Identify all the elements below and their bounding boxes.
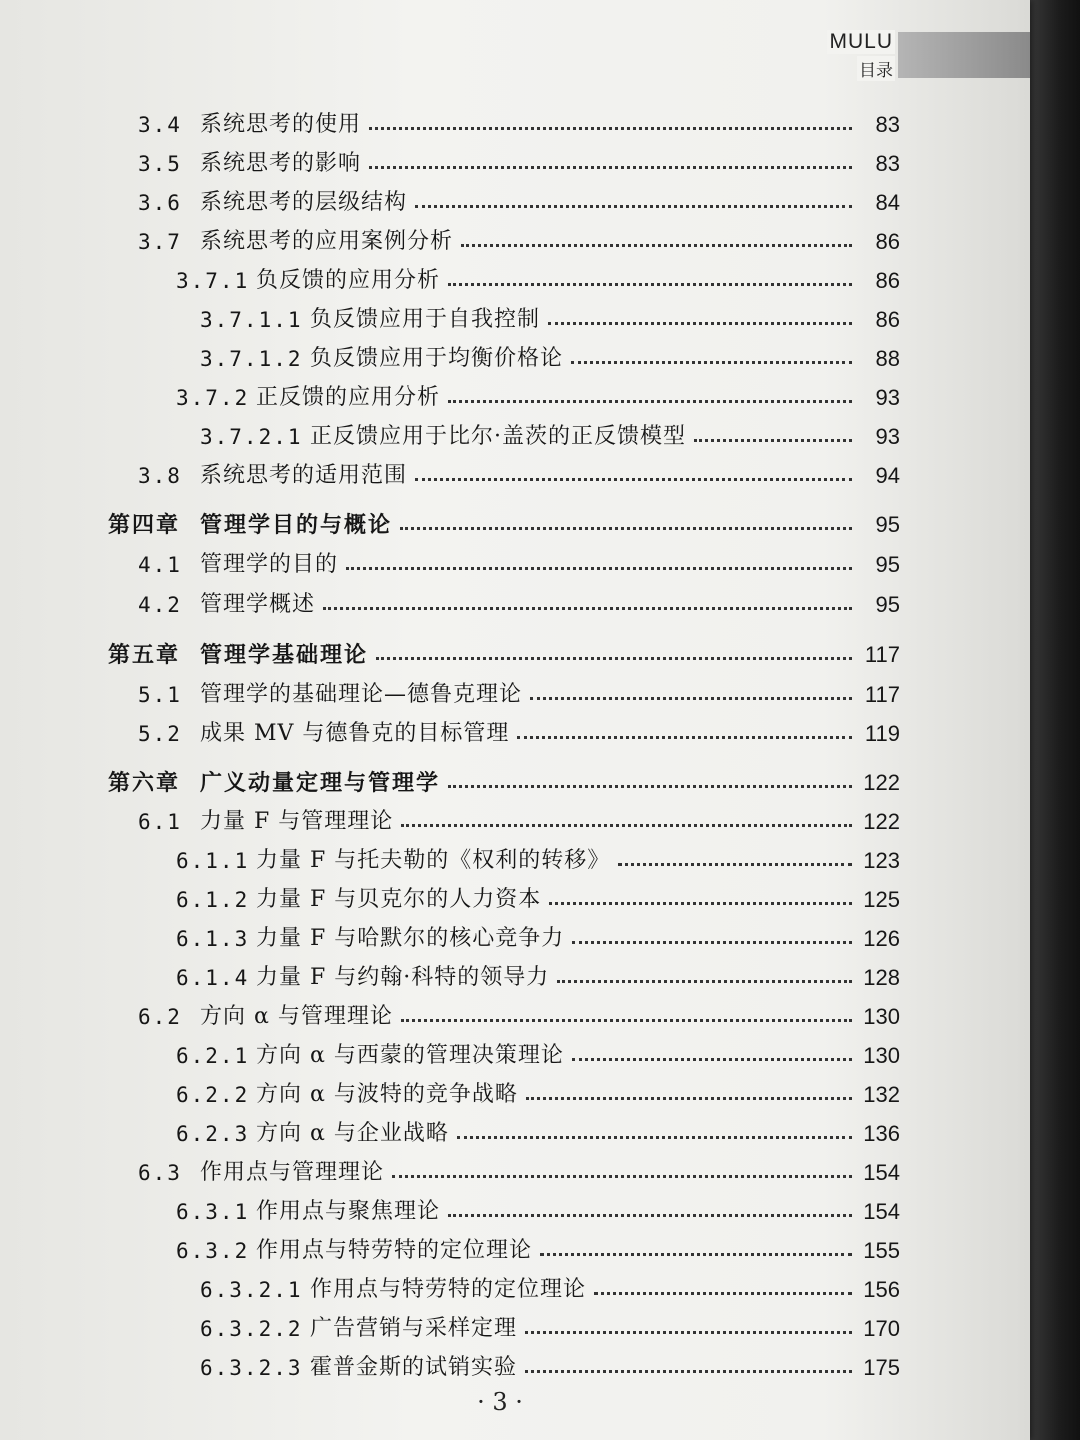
toc-entry-row bbox=[200, 295, 900, 331]
toc-entry-row bbox=[138, 540, 900, 576]
toc-leader-dots bbox=[540, 1251, 852, 1256]
toc-leader-dots bbox=[415, 476, 852, 481]
toc-entry-row bbox=[138, 139, 900, 175]
toc-entry-title: 作用点与管理理论 bbox=[200, 1160, 385, 1185]
toc-leader-dots bbox=[448, 398, 852, 403]
toc-page-number: 122 bbox=[863, 809, 900, 834]
toc-entry-title: 力量 F 与贝克尔的人力资本 bbox=[256, 887, 542, 912]
toc-page-number: 93 bbox=[875, 424, 900, 449]
toc-leader-dots bbox=[346, 565, 852, 570]
toc-leader-dots bbox=[369, 164, 852, 169]
toc-entry-row bbox=[176, 1187, 900, 1223]
toc-entry-row bbox=[176, 875, 900, 911]
toc-entry-number: 6.2.3 bbox=[176, 1122, 250, 1146]
toc-entry-title: 方向 α 与企业战略 bbox=[256, 1121, 449, 1146]
toc-entry-title: 系统思考的影响 bbox=[200, 151, 362, 176]
toc-entry-row bbox=[138, 100, 900, 136]
toc-page-number: 136 bbox=[863, 1121, 900, 1146]
toc-chapter-row bbox=[108, 630, 900, 666]
toc-entry-row bbox=[176, 953, 900, 989]
toc-entry-title: 力量 F 与托夫勒的《权利的转移》 bbox=[256, 848, 611, 873]
page-folio: · 3 · bbox=[477, 1388, 523, 1416]
toc-leader-dots bbox=[376, 655, 852, 660]
toc-entry-number: 6.1.1 bbox=[176, 849, 250, 873]
toc-leader-dots bbox=[525, 1368, 852, 1373]
toc-entry-number: 3.8 bbox=[138, 464, 182, 488]
toc-entry-row bbox=[138, 451, 900, 487]
toc-entry-number: 4.2 bbox=[138, 593, 182, 617]
toc-leader-dots bbox=[572, 939, 852, 944]
toc-entry-row bbox=[138, 580, 900, 616]
toc-page-number: 83 bbox=[875, 112, 900, 137]
toc-entry-title: 方向 α 与西蒙的管理决策理论 bbox=[256, 1043, 564, 1068]
toc-page-number: 94 bbox=[875, 463, 900, 488]
toc-page-number: 126 bbox=[863, 926, 900, 951]
toc-page-number: 93 bbox=[875, 385, 900, 410]
toc-leader-dots bbox=[448, 1212, 852, 1217]
toc-entry-row bbox=[200, 1343, 900, 1379]
toc-entry-number: 6.1.2 bbox=[176, 888, 250, 912]
toc-entry-number: 6.1.3 bbox=[176, 927, 250, 951]
toc-entry-title: 作用点与特劳特的定位理论 bbox=[310, 1277, 587, 1302]
toc-leader-dots bbox=[392, 1173, 852, 1178]
toc-page-number: 117 bbox=[864, 642, 900, 667]
toc-entry-number: 5.2 bbox=[138, 722, 182, 746]
toc-entry-number: 5.1 bbox=[138, 683, 182, 707]
toc-entry-title: 正反馈的应用分析 bbox=[256, 385, 441, 410]
toc-entry-row bbox=[138, 1148, 900, 1184]
toc-page-number: 130 bbox=[863, 1004, 900, 1029]
toc-entry-title: 方向 α 与波特的竞争战略 bbox=[256, 1082, 518, 1107]
toc-entry-title: 系统思考的使用 bbox=[200, 112, 362, 137]
toc-page-number: 175 bbox=[863, 1355, 900, 1380]
toc-entry-number: 3.7 bbox=[138, 230, 182, 254]
toc-page-number: 119 bbox=[864, 721, 900, 746]
toc-leader-dots bbox=[401, 822, 852, 827]
toc-entry-number: 3.5 bbox=[138, 152, 182, 176]
toc-page-number: 95 bbox=[875, 512, 900, 537]
toc-entry-title: 系统思考的适用范围 bbox=[200, 463, 408, 488]
toc-leader-dots bbox=[571, 359, 852, 364]
toc-page-number: 130 bbox=[863, 1043, 900, 1068]
toc-page-number: 86 bbox=[875, 268, 900, 293]
running-header bbox=[829, 14, 1030, 81]
toc-leader-dots bbox=[530, 695, 852, 700]
toc-page-number: 117 bbox=[864, 682, 900, 707]
toc-entry-title: 成果 MV 与德鲁克的目标管理 bbox=[200, 721, 510, 746]
toc-leader-dots bbox=[525, 1329, 852, 1334]
toc-entry-number: 6.3.2 bbox=[176, 1239, 250, 1263]
header-tab-bar bbox=[898, 32, 1030, 78]
toc-entry-title: 管理学基础理论 bbox=[200, 642, 369, 668]
toc-entry-row bbox=[138, 992, 900, 1028]
toc-entry-number: 6.2 bbox=[138, 1005, 182, 1029]
toc-page-number: 125 bbox=[863, 887, 900, 912]
toc-entry-title: 管理学目的与概论 bbox=[200, 512, 393, 538]
toc-page-number: 83 bbox=[875, 151, 900, 176]
toc-entry-title: 力量 F 与管理理论 bbox=[200, 809, 394, 834]
header-chinese-label: 目录 bbox=[857, 56, 895, 81]
toc-entry-number: 6.3.2.2 bbox=[200, 1317, 303, 1341]
toc-chapter-row bbox=[108, 500, 900, 536]
toc-entry-number: 第四章 bbox=[108, 512, 181, 538]
toc-entry-title: 广义动量定理与管理学 bbox=[200, 770, 441, 796]
toc-leader-dots bbox=[594, 1290, 852, 1295]
toc-entry-title: 管理学的基础理论—德鲁克理论 bbox=[200, 682, 523, 707]
toc-page-number: 95 bbox=[875, 552, 900, 577]
toc-entry-title: 负反馈应用于均衡价格论 bbox=[310, 346, 564, 371]
toc-entry-title: 力量 F 与约翰·科特的领导力 bbox=[256, 965, 550, 990]
toc-entry-number: 4.1 bbox=[138, 553, 182, 577]
toc-leader-dots bbox=[618, 861, 852, 866]
toc-entry-row bbox=[176, 1226, 900, 1262]
toc-entry-title: 方向 α 与管理理论 bbox=[200, 1004, 393, 1029]
toc-leader-dots bbox=[400, 525, 852, 530]
toc-entry-number: 3.7.1.2 bbox=[200, 347, 303, 371]
toc-entry-row bbox=[200, 412, 900, 448]
toc-leader-dots bbox=[415, 203, 852, 208]
toc-entry-number: 3.7.1.1 bbox=[200, 308, 303, 332]
toc-page-number: 86 bbox=[875, 229, 900, 254]
toc-page-number: 95 bbox=[875, 592, 900, 617]
toc-leader-dots bbox=[461, 242, 852, 247]
toc-leader-dots bbox=[694, 437, 852, 442]
toc-leader-dots bbox=[323, 605, 852, 610]
toc-entry-number: 第六章 bbox=[108, 770, 181, 796]
toc-leader-dots bbox=[448, 281, 852, 286]
toc-entry-number: 3.7.2.1 bbox=[200, 425, 303, 449]
toc-page-number: 123 bbox=[863, 848, 900, 873]
toc-entry-row bbox=[138, 670, 900, 706]
toc-entry-row bbox=[138, 797, 900, 833]
toc-page-number: 154 bbox=[863, 1160, 900, 1185]
toc-entry-number: 第五章 bbox=[108, 642, 181, 668]
toc-entry-number: 6.2.1 bbox=[176, 1044, 250, 1068]
toc-entry-row bbox=[200, 1265, 900, 1301]
toc-page-number: 128 bbox=[863, 965, 900, 990]
toc-entry-row bbox=[176, 373, 900, 409]
toc-entry-row bbox=[176, 1031, 900, 1067]
toc-entry-title: 作用点与特劳特的定位理论 bbox=[256, 1238, 533, 1263]
toc-entry-number: 3.4 bbox=[138, 113, 182, 137]
toc-chapter-row bbox=[108, 758, 900, 794]
toc-entry-number: 6.1.4 bbox=[176, 966, 250, 990]
toc-entry-number: 3.7.1 bbox=[176, 269, 250, 293]
toc-leader-dots bbox=[369, 125, 852, 130]
toc-page-number: 84 bbox=[875, 190, 900, 215]
toc-entry-title: 管理学概述 bbox=[200, 592, 316, 617]
toc-entry-row bbox=[138, 178, 900, 214]
toc-page-number: 156 bbox=[863, 1277, 900, 1302]
toc-page-number: 170 bbox=[863, 1316, 900, 1341]
desk-background bbox=[1028, 0, 1080, 1440]
toc-entry-row bbox=[176, 914, 900, 950]
toc-entry-title: 正反馈应用于比尔·盖茨的正反馈模型 bbox=[310, 424, 686, 449]
toc-entry-title: 管理学的目的 bbox=[200, 552, 339, 577]
toc-leader-dots bbox=[526, 1095, 852, 1100]
toc-entry-title: 负反馈的应用分析 bbox=[256, 268, 441, 293]
toc-page-number: 155 bbox=[863, 1238, 900, 1263]
toc-entry-number: 6.2.2 bbox=[176, 1083, 250, 1107]
toc-leader-dots bbox=[548, 320, 852, 325]
toc-leader-dots bbox=[448, 783, 852, 788]
header-latin-label: MULU bbox=[829, 30, 893, 53]
toc-entry-row bbox=[138, 217, 900, 253]
toc-entry-title: 霍普金斯的试销实验 bbox=[310, 1355, 518, 1380]
toc-entry-number: 6.3.1 bbox=[176, 1200, 250, 1224]
toc-entry-title: 作用点与聚焦理论 bbox=[256, 1199, 441, 1224]
toc-entry-number: 3.6 bbox=[138, 191, 182, 215]
toc-entry-number: 6.3 bbox=[138, 1161, 182, 1185]
toc-entry-number: 6.3.2.1 bbox=[200, 1278, 303, 1302]
toc-leader-dots bbox=[557, 978, 852, 983]
toc-entry-row bbox=[200, 1304, 900, 1340]
toc-page-number: 88 bbox=[875, 346, 900, 371]
toc-leader-dots bbox=[457, 1134, 852, 1139]
toc-entry-number: 3.7.2 bbox=[176, 386, 250, 410]
toc-page-number: 154 bbox=[863, 1199, 900, 1224]
toc-entry-title: 系统思考的应用案例分析 bbox=[200, 229, 454, 254]
toc-entry-title: 系统思考的层级结构 bbox=[200, 190, 408, 215]
toc-leader-dots bbox=[549, 900, 852, 905]
toc-entry-number: 6.1 bbox=[138, 810, 182, 834]
toc-entry-row bbox=[138, 709, 900, 745]
toc-entry-number: 6.3.2.3 bbox=[200, 1356, 303, 1380]
toc-entry-row bbox=[176, 1070, 900, 1106]
toc-page-number: 132 bbox=[863, 1082, 900, 1107]
toc-entry-title: 广告营销与采样定理 bbox=[310, 1316, 518, 1341]
toc-page-number: 122 bbox=[863, 770, 900, 795]
toc-entry-row bbox=[176, 256, 900, 292]
toc-entry-row bbox=[200, 334, 900, 370]
toc-entry-title: 力量 F 与哈默尔的核心竞争力 bbox=[256, 926, 565, 951]
toc-entry-row bbox=[176, 836, 900, 872]
toc-entry-row bbox=[176, 1109, 900, 1145]
toc-leader-dots bbox=[517, 734, 852, 739]
toc-leader-dots bbox=[572, 1056, 852, 1061]
toc-leader-dots bbox=[401, 1017, 852, 1022]
toc-page-number: 86 bbox=[875, 307, 900, 332]
toc-entry-title: 负反馈应用于自我控制 bbox=[310, 307, 541, 332]
